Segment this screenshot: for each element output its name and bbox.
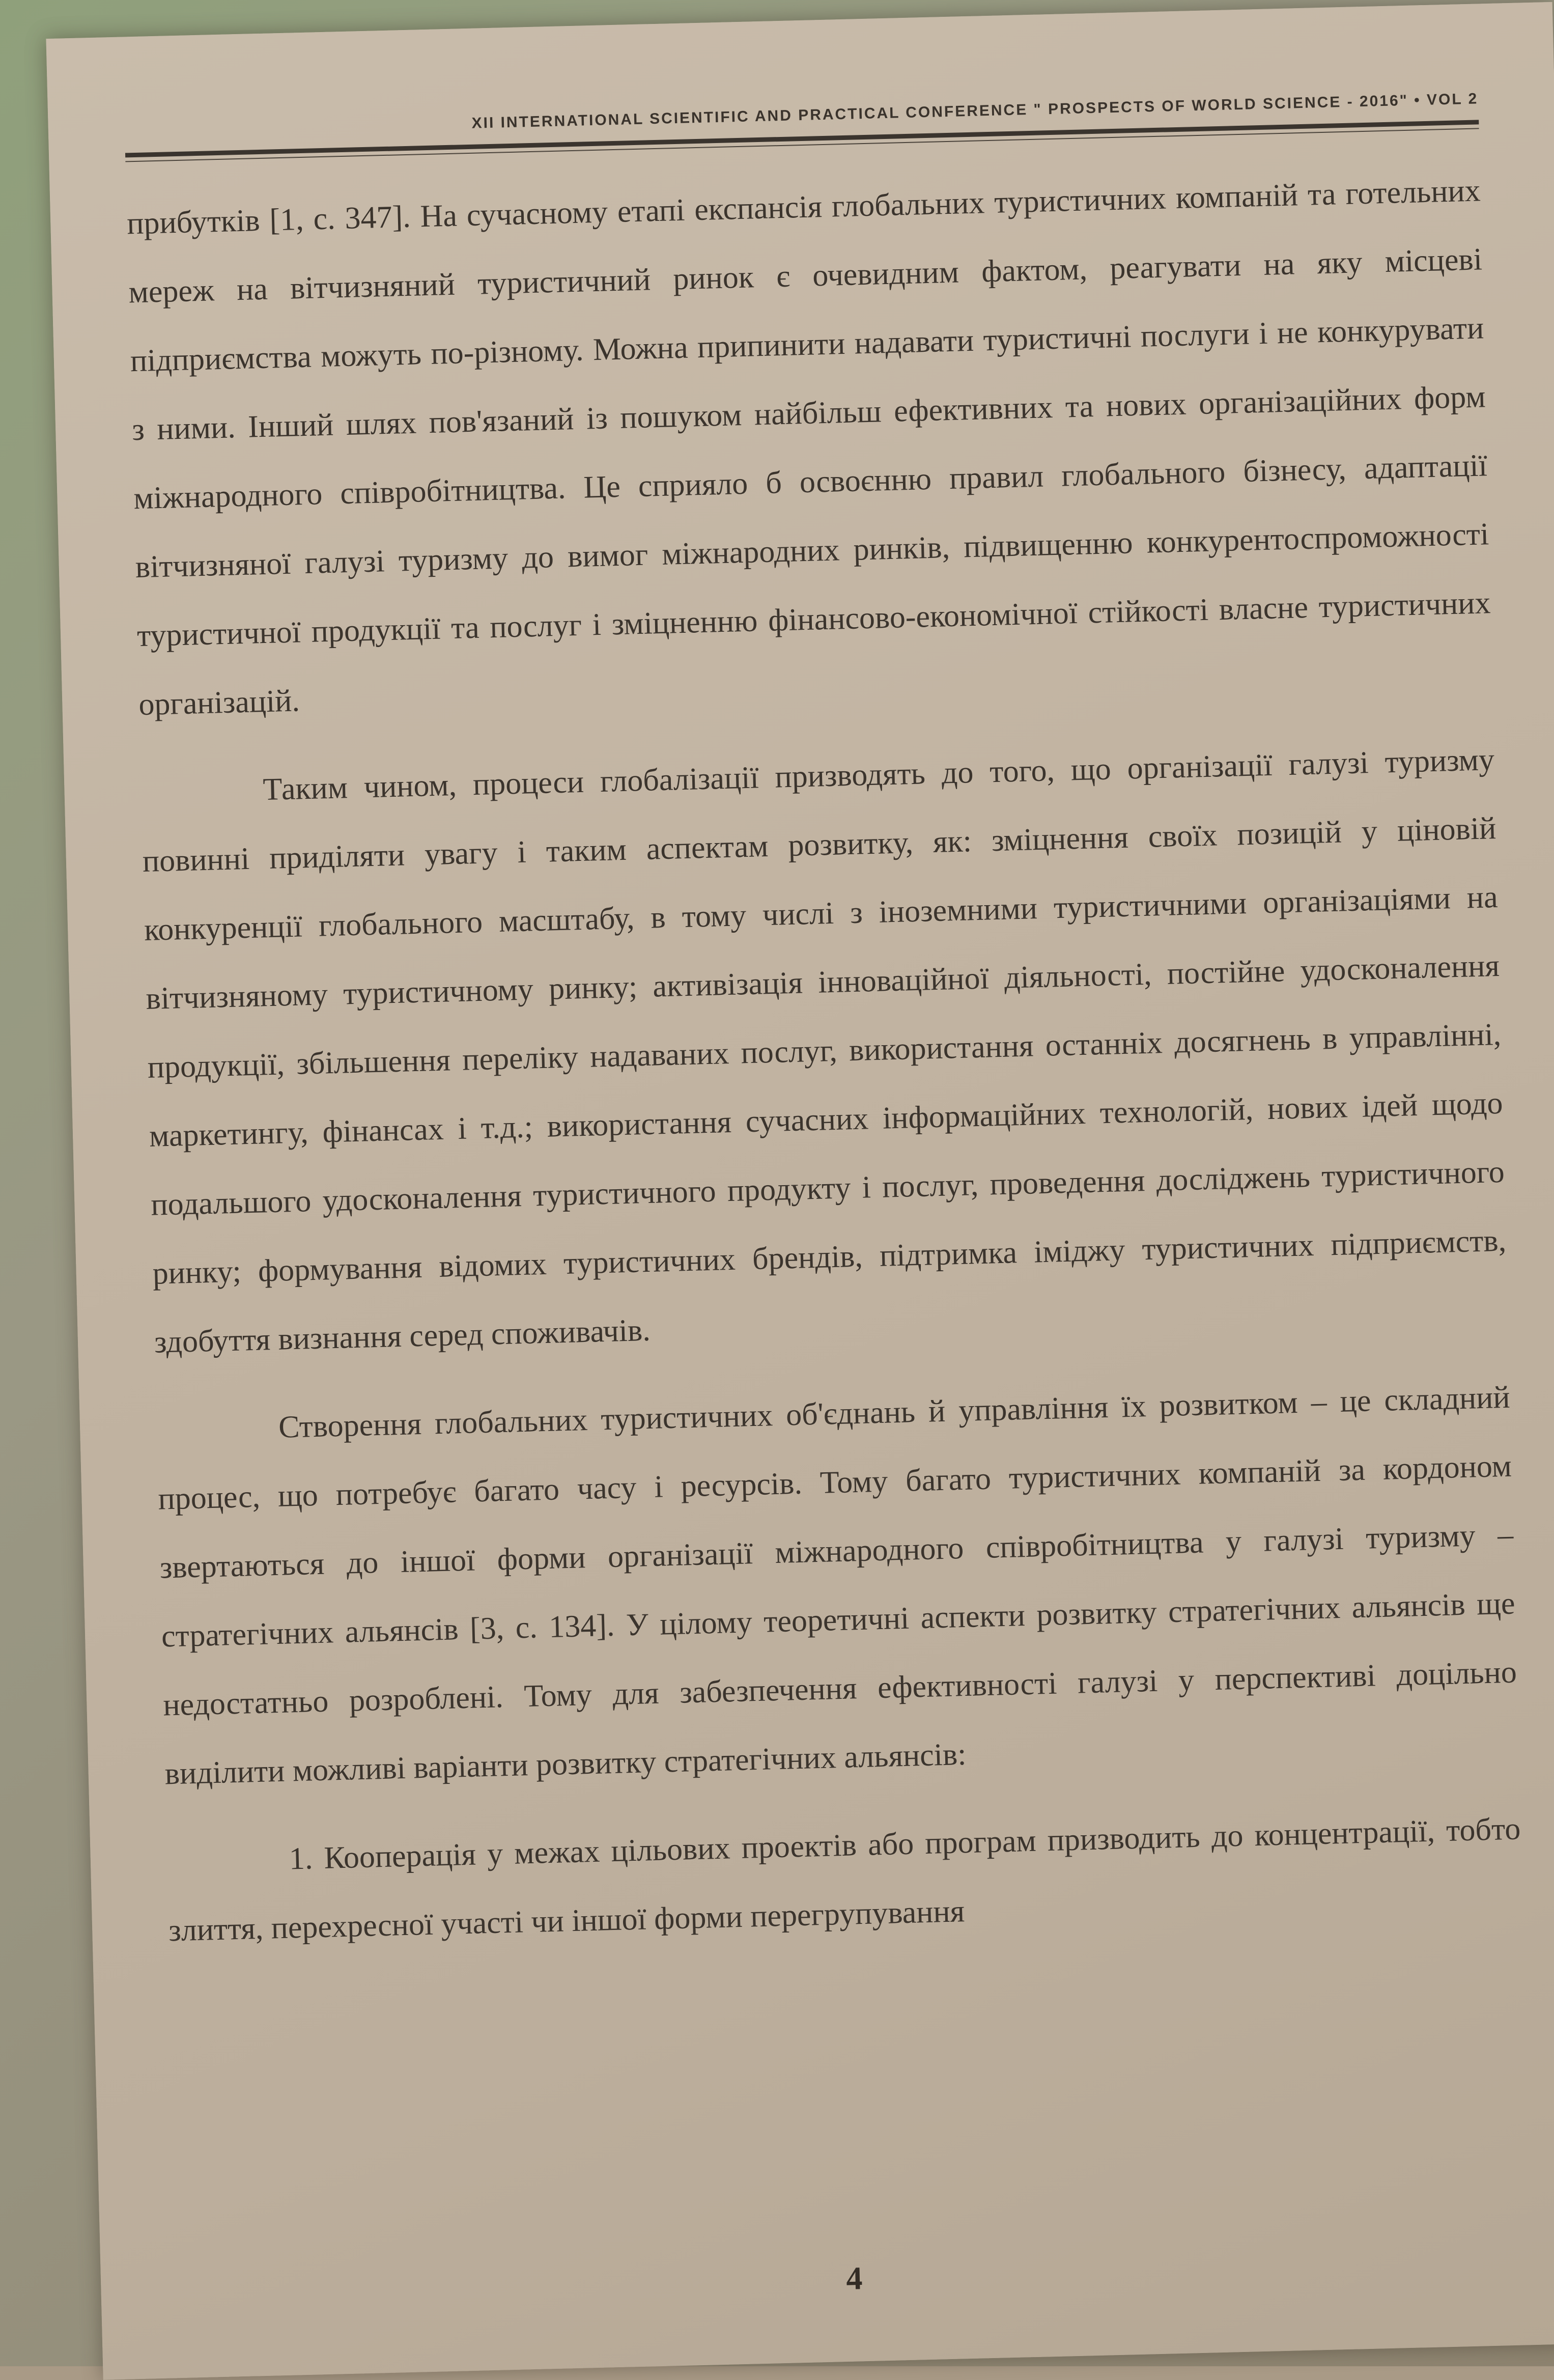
paragraph-1: прибутків [1, с. 347]. На сучасному етапі експансія глобальних туристичних компаній та готельних мереж на вітчизняний туристичний ринок є очевидним фактом, реагувати на яку місцеві підприємства можуть по-різному. Можна припинити надавати туристичні послуги і не конкурувати з ними. Інший шлях пов'язаний із пошуком найбільш ефективних та нових організаційних форм міжнародного співробітництва. Це сприяло б освоєнню правил глобального бізнесу, адаптації вітчизняної галузі туризму до вимог міжнародних ринків, підвищенню конкурентоспроможності туристичної продукції та послуг і зміцненню фінансово-економічної стійкості власне туристичних організацій. (126, 173, 1491, 722)
body-text (126, 156, 1523, 1984)
paragraph-2: Таким чином, процеси глобалізації призводять до того, що організації галузі туризму повинні приділяти увагу і таким аспектам розвитку, як: зміцнення своїх позицій у ціновій конкуренції глобального масштабу, в тому числі з іноземними туристичними організаціями на вітчизняному туристичному ринку; активізація інноваційної діяльності, постійне удосконалення продукції, збільшення переліку надаваних послуг, використання останніх досягнень в управлінні, маркетингу, фінансах і т.д.; використання сучасних інформаційних технологій, нових ідей щодо подальшого удосконалення туристичного продукту і послуг, проведення досліджень туристичного ринку; формування відомих туристичних брендів, підтримка іміджу туристичних підприємств, здобуття визнання серед споживачів. (142, 742, 1507, 1360)
paragraph-4: 1. Кооперація у межах цільових проектів або програм призводить до концентрації, тобто злиття, перехресної участі чи іншої форми перегрупування (168, 1811, 1521, 1948)
page-number: 4 (845, 2260, 863, 2297)
document-page (46, 2, 1554, 2380)
paragraph-3: Створення глобальних туристичних об'єднань й управління їх розвитком – це складний процес, що потребує багато часу і ресурсів. Тому багато туристичних компаній за кордоном звертаються до іншої форми організації міжнародного співробітництва у галузі туризму – стратегічних альянсів [3, с. 134]. У цілому теоретичні аспекти розвитку стратегічних альянсів ще недостатньо розроблені. Тому для забезпечення ефективності галузі у перспективі доцільно виділити можливі варіанти розвитку стратегічних альянсів: (157, 1380, 1517, 1791)
conference-header: XII INTERNATIONAL SCIENTIFIC AND PRACTICAL CONFERENCE " PROSPECTS OF WORLD SCIENCE - 2016" • VOL 2 (471, 90, 1479, 132)
